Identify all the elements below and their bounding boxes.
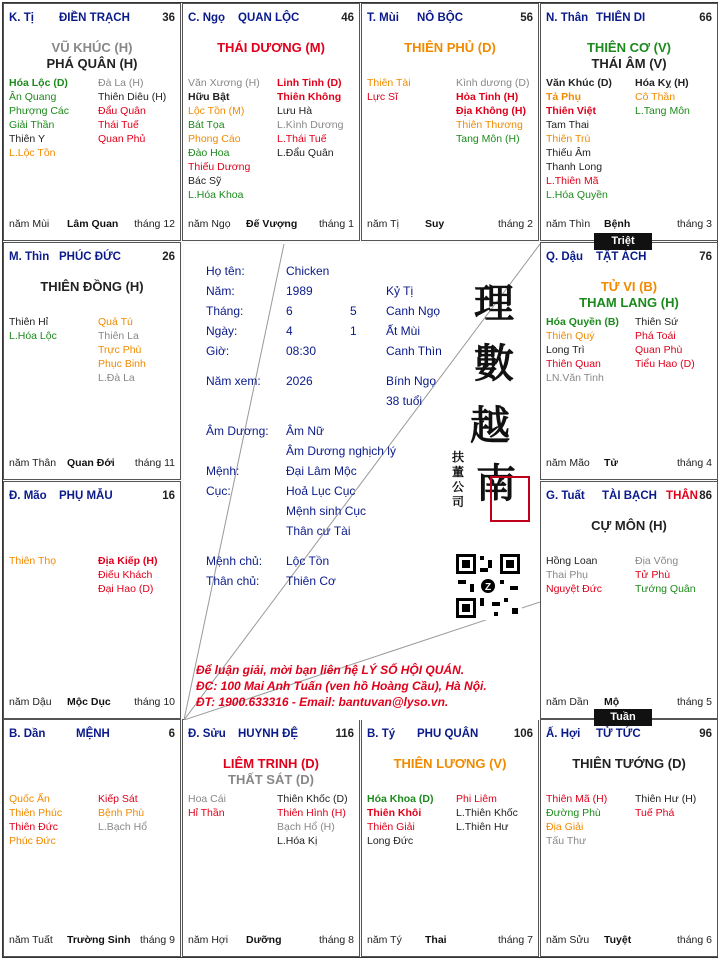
palace-month: tháng 6 [676, 934, 712, 946]
minor-star[interactable]: Ân Quang [9, 91, 57, 103]
palace-footer [546, 934, 712, 948]
calligraphy-char-2: 數 [474, 340, 514, 387]
minor-star[interactable]: Bạch Hổ (H) [277, 821, 335, 833]
palace-branch: Đ. Mão [9, 490, 47, 502]
minor-star[interactable]: L.Thiên Hư [456, 821, 509, 833]
minor-star[interactable]: Quả Tú [98, 316, 133, 328]
palace-header [9, 728, 175, 742]
red-seal-stamp [490, 476, 530, 522]
palace-year: năm Thân [9, 457, 57, 469]
palace-month: tháng 8 [318, 934, 354, 946]
minor-star[interactable]: Thái Tuế [98, 119, 139, 131]
svg-text:Z: Z [484, 582, 492, 593]
palace-footer [9, 457, 175, 471]
minor-star[interactable]: Bác Sỹ [188, 175, 222, 187]
minor-star[interactable]: Đại Hao (D) [98, 583, 154, 595]
life-stage: Quan Đới [67, 457, 115, 469]
day-lunar: 1 [350, 324, 357, 338]
amduong-value: Âm Nữ [286, 424, 325, 438]
minor-star[interactable]: Văn Khúc (D) [546, 77, 612, 89]
life-stage: Trường Sinh [67, 934, 131, 946]
than-marker: THÂN [666, 490, 698, 502]
minor-stars-right [98, 554, 181, 596]
minor-star[interactable]: Đẩu Quân [98, 105, 146, 117]
minor-star[interactable]: L.Lộc Tồn [9, 147, 56, 159]
palace-name: THIÊN DI [596, 12, 646, 24]
life-stage: Lâm Quan [67, 218, 119, 230]
palace-footer [9, 934, 175, 948]
life-stage: Suy [425, 218, 445, 230]
minor-star[interactable]: L.Hóa Kị [277, 835, 318, 847]
minor-star[interactable]: Thiên Mã (H) [546, 793, 608, 805]
minor-star[interactable]: Thiên Sứ [635, 316, 679, 328]
palace-month: tháng 9 [139, 934, 175, 946]
tuan-tag: Tuần [594, 709, 652, 726]
minor-star[interactable]: Hóa Quyền (B) [546, 316, 619, 328]
minor-star[interactable]: Lực Sĩ [367, 91, 398, 103]
minor-star[interactable]: Tuế Phá [635, 807, 675, 819]
minor-star[interactable]: Đào Hoa [188, 147, 230, 159]
minor-star[interactable]: Phá Toái [635, 330, 676, 342]
minor-star[interactable]: Quốc Ấn [9, 793, 50, 805]
palace-year: năm Sửu [546, 934, 590, 946]
minor-stars-right [635, 315, 718, 371]
contact-address: ĐC: 100 Mai Anh Tuấn (ven hồ Hoàng Cầu), Hà Nội. [196, 679, 487, 693]
minor-star[interactable]: Tam Thai [546, 119, 589, 131]
palace-branch: T. Mùi [367, 12, 399, 24]
palace-header [546, 490, 712, 504]
calligraphy-char-4: 南 [476, 460, 516, 507]
palace-footer [188, 934, 354, 948]
palace-cell-hoi[interactable] [540, 719, 718, 957]
minor-stars-left [546, 554, 634, 596]
palace-header [9, 12, 175, 26]
minor-star[interactable]: Đường Phù [546, 807, 601, 819]
minor-star[interactable]: Thiên Diêu (H) [98, 91, 167, 103]
minor-star[interactable]: Tả Phụ [546, 91, 582, 103]
minor-star[interactable]: L.Đà La [98, 372, 135, 384]
than-chu-value: Thiên Cơ [286, 574, 336, 588]
minor-star[interactable]: Địa Giải [546, 821, 584, 833]
minor-star[interactable]: Phi Liêm [456, 793, 497, 805]
minor-star[interactable]: Kình dương (D) [456, 77, 530, 89]
minor-stars-right [456, 792, 539, 834]
minor-star[interactable]: Thiên Khôi [367, 807, 422, 819]
palace-age-number: 106 [513, 728, 533, 740]
palace-name: PHỤ MẪU [59, 490, 113, 502]
day-label: Ngày: [206, 324, 238, 338]
minor-stars-right [98, 315, 181, 385]
palace-branch: Ấ. Hợi [546, 728, 581, 740]
palace-footer [367, 218, 533, 232]
palace-cell-thin[interactable] [3, 242, 181, 480]
palace-cell-dau[interactable] [540, 242, 718, 480]
life-stage: Bệnh [604, 218, 631, 230]
hour-value: 08:30 [286, 344, 317, 358]
palace-header [9, 251, 175, 265]
minor-star[interactable]: Thiên Trù [546, 133, 591, 145]
minor-star[interactable]: Thiên Thương [456, 119, 523, 131]
minor-star[interactable]: L.Tang Môn [635, 105, 690, 117]
palace-age-number: 116 [335, 728, 354, 740]
main-star[interactable]: LIÊM TRINH (D) [222, 756, 320, 771]
minor-star[interactable]: Phong Cáo [188, 133, 241, 145]
minor-star[interactable]: Hỉ Thần [188, 807, 225, 819]
minor-stars-right [456, 76, 539, 146]
minor-star[interactable]: Thiên Khốc (D) [277, 793, 348, 805]
center-panel [184, 244, 540, 720]
day-can: Ất Mùi [386, 324, 421, 338]
triet-tag: Triệt [594, 233, 652, 250]
main-star[interactable]: THẤT SÁT (D) [228, 772, 314, 787]
month-solar: 6 [286, 304, 293, 318]
minor-star[interactable]: Hữu Bật [188, 91, 230, 103]
minor-star[interactable]: Thiên Đức [9, 821, 59, 833]
life-stage: Dưỡng [246, 934, 282, 946]
view-year-value: 2026 [286, 374, 313, 388]
palace-header [367, 728, 533, 742]
palace-age-number: 46 [341, 12, 354, 24]
palace-header [9, 490, 175, 504]
main-star[interactable]: THÁI ÂM (V) [591, 56, 667, 71]
minor-star[interactable]: Thiên Giải [367, 821, 415, 833]
minor-star[interactable]: Địa Võng [635, 555, 679, 567]
palace-age-number: 56 [520, 12, 533, 24]
palace-name: ĐIỀN TRẠCH [59, 12, 130, 24]
palace-branch: B. Dần [9, 728, 46, 740]
palace-footer [546, 696, 712, 710]
minor-star[interactable]: Long Trì [546, 344, 585, 356]
palace-cell-tuat[interactable] [540, 481, 718, 719]
minor-star[interactable]: Thiếu Dương [188, 161, 251, 173]
minor-star[interactable]: L.Thiên Mã [546, 175, 599, 187]
minor-star[interactable]: Hoa Cái [188, 793, 226, 805]
palace-branch: B. Tý [367, 728, 396, 740]
minor-star[interactable]: Phục Binh [98, 358, 146, 370]
palace-name: NÔ BỘC [417, 12, 463, 24]
life-stage: Tử [604, 457, 619, 469]
minor-star[interactable]: Linh Tinh (D) [277, 77, 342, 89]
minor-star[interactable]: Bát Tọa [188, 119, 225, 131]
palace-month: tháng 4 [676, 457, 712, 469]
main-star[interactable]: PHÁ QUÂN (H) [46, 56, 138, 71]
cuc-value: Hoả Lục Cục [286, 484, 356, 498]
minor-star[interactable]: Thiên Thọ [9, 555, 57, 567]
palace-year: năm Hợi [188, 934, 229, 946]
palace-month: tháng 3 [676, 218, 712, 230]
minor-star[interactable]: Đà La (H) [98, 77, 144, 89]
minor-star[interactable]: L.Bạch Hổ [98, 821, 148, 833]
palace-cell-ngo[interactable] [182, 3, 360, 241]
minor-stars-left [9, 315, 97, 343]
minor-star[interactable]: Thiên Không [277, 91, 342, 103]
calligraphy-char-3: 越 [470, 402, 510, 449]
minor-star[interactable]: Tử Phù [635, 569, 671, 581]
palace-year: năm Dậu [9, 696, 52, 708]
palace-age-number: 6 [168, 728, 175, 740]
palace-footer [546, 457, 712, 471]
year-can: Kỷ Tị [386, 284, 414, 298]
main-star[interactable]: THIÊN PHỦ (D) [404, 40, 496, 55]
minor-star[interactable]: Địa Không (H) [456, 105, 526, 117]
main-star[interactable]: THIÊN CƠ (V) [586, 40, 672, 55]
minor-star[interactable]: Thiên Hư (H) [635, 793, 697, 805]
minor-star[interactable]: Tấu Thư [546, 835, 587, 847]
menh-chu-value: Lộc Tồn [286, 554, 330, 568]
palace-name: QUAN LỘC [238, 12, 300, 24]
minor-star[interactable]: Văn Xương (H) [188, 77, 260, 89]
minor-star[interactable]: Thiên Quan [546, 358, 601, 370]
minor-stars-right [277, 76, 360, 160]
main-star[interactable]: THAM LANG (H) [579, 295, 679, 310]
minor-star[interactable]: L.Đẩu Quân [277, 147, 334, 159]
palace-name: HUYNH ĐỆ [238, 728, 299, 740]
minor-stars-left [9, 554, 97, 568]
minor-star[interactable]: Quan Phù [635, 344, 683, 356]
palace-month: tháng 2 [497, 218, 533, 230]
palace-branch: Đ. Sửu [188, 728, 226, 740]
minor-stars-right [635, 76, 718, 118]
life-stage: Mộc Dục [67, 696, 111, 708]
palace-branch: M. Thìn [9, 251, 50, 263]
name-label: Họ tên: [206, 264, 245, 278]
palace-cell-dan[interactable] [3, 719, 181, 957]
palace-year: năm Mão [546, 457, 590, 469]
palace-month: tháng 5 [676, 696, 712, 708]
name-value: Chicken [286, 264, 330, 278]
minor-star[interactable]: Thai Phụ [546, 569, 589, 581]
minor-star[interactable]: Bệnh Phù [98, 807, 145, 819]
palace-cell-ty[interactable] [361, 719, 539, 957]
palace-branch: K. Tị [9, 12, 34, 24]
minor-star[interactable]: Nguyệt Đức [546, 583, 603, 595]
age-value: 38 tuổi [386, 394, 423, 408]
minor-star[interactable]: Phúc Đức [9, 835, 56, 847]
month-label: Tháng: [206, 304, 244, 318]
palace-age-number: 76 [699, 251, 712, 263]
minor-stars-right [635, 554, 718, 596]
palace-month: tháng 11 [134, 457, 175, 469]
minor-star[interactable]: L.Thái Tuế [277, 133, 327, 145]
palace-year: năm Mùi [9, 218, 50, 230]
palace-year: năm Tuất [9, 934, 53, 946]
minor-stars-left [546, 315, 634, 385]
month-can: Canh Ngọ [386, 304, 441, 318]
palace-age-number: 86 [699, 490, 712, 502]
cuc-label: Cục: [206, 484, 231, 498]
minor-stars-right [98, 792, 181, 834]
palace-year: năm Tị [367, 218, 399, 230]
palace-age-number: 66 [699, 12, 712, 24]
minor-star[interactable]: Hỏa Tinh (H) [456, 91, 519, 103]
contact-block [196, 662, 487, 710]
palace-header [367, 12, 533, 26]
palace-name: TẬT ÁCH [596, 251, 647, 263]
life-stage: Thai [425, 934, 447, 946]
year-value: 1989 [286, 284, 313, 298]
palace-branch: G. Tuất [546, 490, 585, 502]
tuvi-chart [2, 2, 718, 958]
minor-star[interactable]: Thiên Phúc [9, 807, 63, 819]
palace-age-number: 96 [699, 728, 712, 740]
minor-star[interactable]: L.Kình Dương [277, 119, 344, 131]
palace-header [546, 12, 712, 26]
palace-cell-mui[interactable] [361, 3, 539, 241]
life-stage: Mộ [604, 696, 620, 708]
main-star[interactable]: THIÊN LƯƠNG (V) [393, 756, 507, 771]
minor-star[interactable]: Quan Phủ [98, 133, 146, 145]
calligraphy-char-1: 理 [474, 280, 514, 327]
palace-header [188, 12, 354, 26]
main-star[interactable]: CỰ MÔN (H) [591, 518, 667, 533]
palace-footer [9, 218, 175, 232]
minor-star[interactable]: Địa Kiếp (H) [98, 555, 158, 567]
palace-cell-mao[interactable] [3, 481, 181, 719]
view-year-label: Năm xem: [206, 374, 261, 388]
view-year-can: Bính Ngọ [386, 374, 437, 388]
minor-star[interactable]: Hóa Khoa (D) [367, 793, 434, 805]
palace-footer [367, 934, 533, 948]
minor-star[interactable]: Trực Phù [98, 344, 142, 356]
main-star[interactable]: TỬ VI (B) [600, 279, 658, 294]
cuc-note-1: Mệnh sinh Cục [286, 504, 367, 518]
minor-star[interactable]: L.Hóa Lộc [9, 330, 57, 342]
hour-label: Giờ: [206, 344, 230, 358]
minor-star[interactable]: Hồng Loan [546, 555, 598, 567]
minor-stars-left [9, 76, 97, 160]
calligraphy-small: 扶董公司 [452, 450, 465, 509]
minor-star[interactable]: Long Đức [367, 835, 414, 847]
minor-star[interactable]: Hóa Lộc (D) [9, 77, 68, 89]
minor-star[interactable]: L.Hóa Khoa [188, 189, 244, 201]
main-star[interactable]: THIÊN ĐỒNG (H) [40, 279, 144, 294]
main-star[interactable]: VŨ KHÚC (H) [51, 40, 133, 55]
minor-stars-left [546, 792, 634, 848]
month-lunar: 5 [350, 304, 357, 318]
minor-star[interactable]: Tiểu Hao (D) [635, 358, 695, 370]
minor-star[interactable]: Giải Thần [9, 119, 55, 131]
palace-name: MỆNH [76, 728, 110, 740]
palace-header [188, 728, 354, 742]
palace-year: năm Dần [546, 696, 589, 708]
palace-month: tháng 12 [134, 218, 175, 230]
palace-footer [188, 218, 354, 232]
minor-star[interactable]: Điếu Khách [98, 569, 153, 581]
palace-footer [546, 218, 712, 232]
palace-name: TỬ TỨC [596, 728, 641, 740]
amduong-label: Âm Dương: [206, 424, 269, 438]
qr-code[interactable] [454, 552, 522, 620]
minor-star[interactable]: Tướng Quân [635, 583, 696, 595]
palace-cell-than[interactable] [540, 3, 718, 241]
minor-star[interactable]: Kiếp Sát [98, 793, 138, 805]
contact-phone-email[interactable]: ĐT: 1900.633316 - Email: bantuvan@lyso.vn. [196, 695, 449, 709]
palace-month: tháng 7 [497, 934, 533, 946]
palace-name: TÀI BẠCH [602, 490, 657, 502]
minor-stars-left [546, 76, 634, 202]
palace-branch: N. Thân [546, 12, 589, 24]
palace-name: PHÚC ĐỨC [59, 251, 121, 263]
minor-star[interactable]: Thanh Long [546, 161, 603, 173]
minor-star[interactable]: Thiên Hình (H) [277, 807, 346, 819]
minor-stars-right [635, 792, 718, 820]
menh-value: Đại Lâm Mộc [286, 464, 357, 478]
minor-star[interactable]: Cô Thần [635, 91, 676, 103]
amduong-note: Âm Dương nghịch lý [286, 444, 396, 458]
palace-header [546, 251, 712, 265]
minor-stars-left [188, 792, 276, 820]
palace-cell-suu[interactable] [182, 719, 360, 957]
minor-stars-right [277, 792, 360, 848]
minor-stars-right [98, 76, 181, 146]
palace-year: năm Ngọ [188, 218, 231, 230]
life-stage: Đế Vượng [246, 218, 298, 230]
palace-month: tháng 1 [318, 218, 354, 230]
palace-footer [9, 696, 175, 710]
minor-stars-left [367, 792, 455, 848]
minor-star[interactable]: Lưu Hà [277, 105, 313, 117]
minor-star[interactable]: Lộc Tồn (M) [188, 105, 245, 117]
minor-star[interactable]: Hóa Kỵ (H) [635, 77, 689, 89]
palace-month: tháng 10 [134, 696, 175, 708]
minor-star[interactable]: Thiên Quý [546, 330, 595, 342]
palace-header [546, 728, 712, 742]
contact-line-1: Để luận giải, mời bạn liên hệ LÝ SỐ HỘI QUÁN. [196, 663, 465, 677]
minor-stars-left [9, 792, 97, 848]
main-star[interactable]: THÁI DƯƠNG (M) [217, 40, 325, 55]
palace-year: năm Thìn [546, 218, 591, 230]
minor-star[interactable]: L.Thiên Khốc [456, 807, 518, 819]
minor-star[interactable]: LN.Văn Tinh [546, 372, 604, 384]
palace-age-number: 16 [162, 490, 175, 502]
palace-branch: Q. Dậu [546, 251, 584, 263]
than-chu-label: Thân chủ: [206, 574, 260, 588]
minor-star[interactable]: Thiên Việt [546, 105, 596, 117]
palace-age-number: 26 [162, 251, 175, 263]
life-stage: Tuyệt [604, 934, 632, 946]
cuc-note-2: Thân cư Tài [286, 524, 351, 538]
hour-can: Canh Thìn [386, 344, 442, 358]
minor-star[interactable]: Thiếu Âm [546, 147, 591, 159]
minor-star[interactable]: Thiên La [98, 330, 139, 342]
palace-branch: C. Ngọ [188, 12, 226, 24]
palace-year: năm Tý [367, 934, 402, 946]
palace-cell-ti[interactable] [3, 3, 181, 241]
palace-name: PHU QUÂN [417, 728, 479, 740]
palace-age-number: 36 [162, 12, 175, 24]
minor-star[interactable]: Tang Môn (H) [456, 133, 520, 145]
minor-star[interactable]: Phượng Các [9, 105, 70, 117]
minor-star[interactable]: Thiên Y [9, 133, 45, 145]
minor-star[interactable]: Thiên Tài [367, 77, 411, 89]
minor-stars-left [188, 76, 276, 202]
main-star[interactable]: THIÊN TƯỚNG (D) [572, 756, 686, 771]
minor-star[interactable]: L.Hóa Quyền [546, 189, 608, 201]
minor-star[interactable]: Thiên Hỉ [9, 316, 49, 328]
menh-label: Mệnh: [206, 464, 240, 478]
day-solar: 4 [286, 324, 293, 338]
menh-chu-label: Mệnh chủ: [206, 554, 263, 568]
minor-stars-left [367, 76, 455, 104]
year-label: Năm: [206, 284, 235, 298]
